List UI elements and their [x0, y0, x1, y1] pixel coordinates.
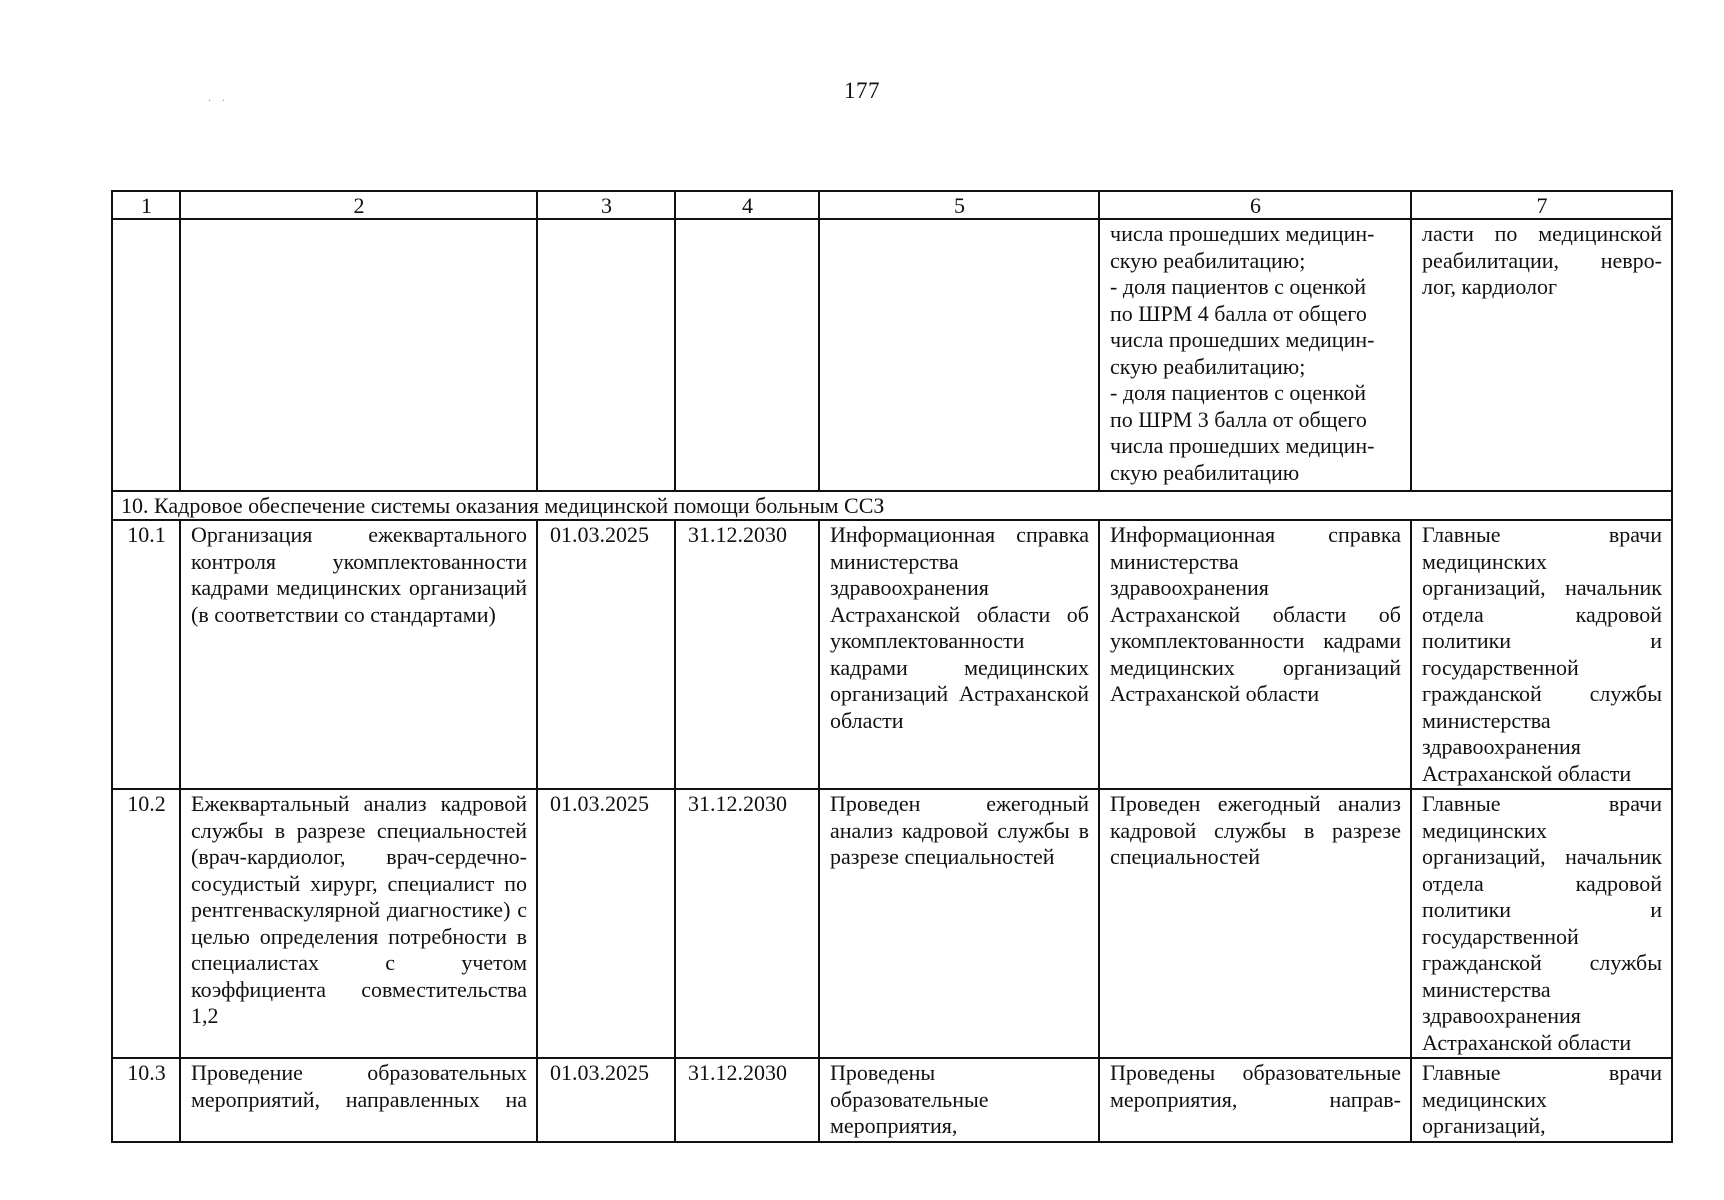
row-indicator: Проведены образовательные мероприятия, направ- — [1099, 1058, 1411, 1142]
row-result: Проведен ежегодный анализ кадровой службы в разрезе специальностей — [819, 789, 1099, 1058]
row-responsible: Главные врачи медицинских организаций, начальник отдела кадровой политики и государственной гражданской службы министерства здравоохранения Астраханской области — [1411, 789, 1672, 1058]
table-row — [112, 789, 1672, 1058]
responsible-line: лог, кардиолог — [1422, 274, 1558, 299]
continuation-row — [112, 219, 1672, 491]
row-activity: Проведение образовательных мероприятий, направленных на — [180, 1058, 537, 1142]
indicator-line: скую реабилитацию; — [1110, 353, 1306, 379]
indicator-line: - доля пациентов с оценкой — [1110, 274, 1367, 299]
continuation-cell-end — [675, 219, 819, 491]
table-row — [112, 520, 1672, 789]
plan-table — [111, 190, 1673, 1143]
indicator-line: числа прошедших медицин- — [1110, 327, 1375, 352]
row-activity: Ежеквартальный анализ кадровой службы в разрезе специальностей (врач-кардиолог, врач-сердечно-сосудистый хирург, специалист по рентгенваскулярной диагностике) с целью определения потребности в специалистах с учетом коэффициента совместительства 1,2 — [180, 789, 537, 1058]
section-title: 10. Кадровое обеспечение системы оказания медицинской помощи больным ССЗ — [112, 491, 1672, 520]
continuation-cell-start — [537, 219, 675, 491]
row-start-date: 01.03.2025 — [537, 789, 675, 1058]
row-responsible: Главные врачи медицинских организаций, начальник отдела кадровой политики и государственной гражданской службы министерства здравоохранения Астраханской области — [1411, 520, 1672, 789]
column-number-3: 3 — [537, 191, 675, 219]
row-end-date: 31.12.2030 — [675, 1058, 819, 1142]
row-start-date: 01.03.2025 — [537, 520, 675, 789]
continuation-cell-activity — [180, 219, 537, 491]
indicator-line: - доля пациентов с оценкой — [1110, 380, 1367, 405]
column-number-6: 6 — [1099, 191, 1411, 219]
row-activity: Организация ежеквартального контроля укомплектованности кадрами медицинских организаций (в соответствии со стандартами) — [180, 520, 537, 789]
column-number-1: 1 — [112, 191, 180, 219]
table-row — [112, 1058, 1672, 1142]
row-number: 10.1 — [112, 520, 180, 789]
continuation-cell-num — [112, 219, 180, 491]
indicator-line: числа прошедших медицин- — [1110, 221, 1375, 246]
row-result: Проведены образовательные мероприятия, — [819, 1058, 1099, 1142]
continuation-cell-result — [819, 219, 1099, 491]
row-end-date: 31.12.2030 — [675, 520, 819, 789]
row-indicator: Проведен ежегодный анализ кадровой службы в разрезе специальностей — [1099, 789, 1411, 1058]
row-number: 10.3 — [112, 1058, 180, 1142]
column-number-2: 2 — [180, 191, 537, 219]
section-title-row — [112, 491, 1672, 520]
column-number-5: 5 — [819, 191, 1099, 219]
indicator-line: скую реабилитацию — [1110, 459, 1300, 485]
page-number: 177 — [844, 78, 880, 103]
indicator-line: по ШРМ 3 балла от общего — [1110, 406, 1367, 432]
continuation-cell-indicator — [1099, 219, 1411, 491]
indicator-line: по ШРМ 4 балла от общего — [1110, 300, 1367, 326]
scan-artifact-dots: . . — [208, 90, 229, 104]
row-number: 10.2 — [112, 789, 180, 1058]
indicator-line: числа прошедших медицин- — [1110, 433, 1375, 458]
row-indicator: Информационная справка министерства здравоохранения Астраханской области об укомплектованности кадрами медицинских организаций Астраханской области — [1099, 520, 1411, 789]
indicator-line: скую реабилитацию; — [1110, 247, 1306, 273]
responsible-line: реабилитации, невро- — [1422, 247, 1662, 273]
row-result: Информационная справка министерства здравоохранения Астраханской области об укомплектованности кадрами медицинских организаций Астраханской области — [819, 520, 1099, 789]
column-number-header-row — [112, 191, 1672, 219]
column-number-7: 7 — [1411, 191, 1672, 219]
row-end-date: 31.12.2030 — [675, 789, 819, 1058]
responsible-line: ласти по медицинской — [1422, 221, 1662, 246]
row-responsible: Главные врачи медицинских организаций, — [1411, 1058, 1672, 1142]
column-number-4: 4 — [675, 191, 819, 219]
continuation-cell-responsible — [1411, 219, 1672, 491]
row-start-date: 01.03.2025 — [537, 1058, 675, 1142]
